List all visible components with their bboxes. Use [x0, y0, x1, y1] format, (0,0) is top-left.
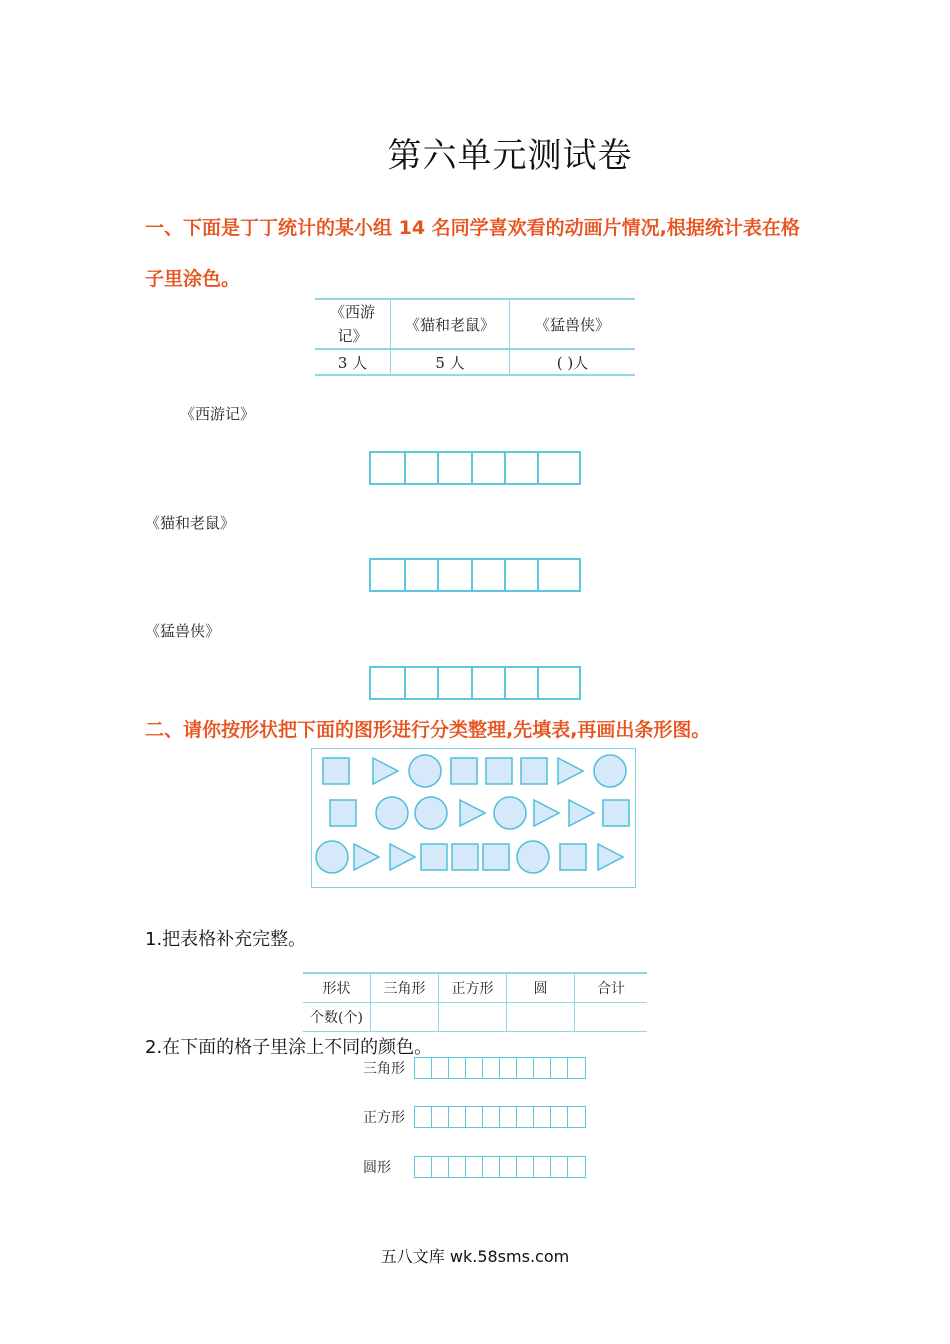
bar-cell[interactable] [415, 1107, 432, 1127]
value-maohelaoshu: 5 人 [391, 349, 510, 375]
bar-cell[interactable] [483, 1107, 500, 1127]
bar-cell[interactable] [534, 1058, 551, 1078]
count-circle-cell[interactable] [507, 1003, 575, 1032]
bar-cell[interactable] [415, 1157, 432, 1177]
square-shape [603, 800, 629, 826]
square-shape [323, 758, 349, 784]
grid-cell[interactable] [473, 453, 506, 483]
bar-cell[interactable] [466, 1058, 483, 1078]
header-square: 正方形 [439, 973, 507, 1003]
grid-cell[interactable] [439, 453, 473, 483]
value-xiyouji: 3 人 [315, 349, 391, 375]
triangle-shape [534, 800, 559, 826]
header-circle: 圆 [507, 973, 575, 1003]
count-total-cell[interactable] [575, 1003, 648, 1032]
grid-cell[interactable] [539, 453, 579, 483]
square-shape [330, 800, 356, 826]
grid-cell[interactable] [473, 668, 506, 698]
footer-watermark: 五八文库 wk.58sms.com [380, 1247, 570, 1266]
circle-shape [517, 841, 549, 873]
color-grid-mengshouxia[interactable] [369, 666, 581, 700]
shapes-drawing [312, 749, 635, 887]
square-shape [486, 758, 512, 784]
shape-count-table [303, 972, 647, 1032]
triangle-shape [569, 800, 594, 826]
circle-shape [494, 797, 526, 829]
bar-cell[interactable] [517, 1107, 534, 1127]
header-maohelaoshu: 《猫和老鼠》 [391, 299, 510, 349]
value-mengshouxia[interactable]: ( )人 [510, 349, 636, 375]
bar-cell[interactable] [568, 1058, 585, 1078]
grid-cell[interactable] [406, 560, 439, 590]
bar-cell[interactable] [432, 1058, 449, 1078]
bar-cell[interactable] [500, 1058, 517, 1078]
triangle-shape [460, 800, 485, 826]
square-shape [483, 844, 509, 870]
row-label-xiyouji: 《西游记》 [180, 405, 256, 423]
bar-cell[interactable] [432, 1107, 449, 1127]
bar-cell[interactable] [449, 1157, 466, 1177]
bar-cell[interactable] [568, 1107, 585, 1127]
shapes-panel [311, 748, 636, 888]
triangle-shape [390, 844, 415, 870]
circle-shape [594, 755, 626, 787]
triangle-shape [373, 758, 398, 784]
square-shape [421, 844, 447, 870]
cartoon-stat-table [315, 298, 635, 376]
bar-cell[interactable] [500, 1107, 517, 1127]
bar-cell[interactable] [449, 1058, 466, 1078]
grid-cell[interactable] [406, 668, 439, 698]
bar-grid-circle[interactable] [414, 1156, 586, 1178]
header-shape: 形状 [303, 973, 371, 1003]
bar-cell[interactable] [534, 1107, 551, 1127]
bar-cell[interactable] [517, 1058, 534, 1078]
page-title: 第六单元测试卷 [387, 136, 633, 176]
square-shape [560, 844, 586, 870]
color-grid-maohelaoshu[interactable] [369, 558, 581, 592]
grid-cell[interactable] [539, 668, 579, 698]
bar-label-triangle: 三角形 [363, 1061, 405, 1077]
triangle-shape [558, 758, 583, 784]
grid-cell[interactable] [439, 668, 473, 698]
row-label-count: 个数(个) [303, 1003, 371, 1032]
color-grid-xiyouji[interactable] [369, 451, 581, 485]
sub-question-2: 2.在下面的格子里涂上不同的颜色。 [145, 1037, 433, 1058]
triangle-shape [354, 844, 379, 870]
count-square-cell[interactable] [439, 1003, 507, 1032]
header-xiyouji: 《西游记》 [315, 299, 391, 349]
bar-cell[interactable] [517, 1157, 534, 1177]
count-triangle-cell[interactable] [371, 1003, 439, 1032]
grid-cell[interactable] [473, 560, 506, 590]
header-triangle: 三角形 [371, 973, 439, 1003]
bar-cell[interactable] [466, 1157, 483, 1177]
circle-shape [316, 841, 348, 873]
bar-grid-square[interactable] [414, 1106, 586, 1128]
bar-cell[interactable] [534, 1157, 551, 1177]
grid-cell[interactable] [539, 560, 579, 590]
bar-cell[interactable] [466, 1107, 483, 1127]
bar-cell[interactable] [551, 1107, 568, 1127]
bar-cell[interactable] [415, 1058, 432, 1078]
bar-label-square: 正方形 [363, 1110, 405, 1126]
triangle-shape [598, 844, 623, 870]
grid-cell[interactable] [506, 560, 539, 590]
question-1-text: 一、下面是丁丁统计的某小组 14 名同学喜欢看的动画片情况,根据统计表在格 [145, 217, 800, 239]
question-1-text-cont: 子里涂色。 [145, 268, 241, 290]
grid-cell[interactable] [406, 453, 439, 483]
circle-shape [376, 797, 408, 829]
row-label-maohelaoshu: 《猫和老鼠》 [145, 514, 236, 532]
header-mengshouxia: 《猛兽侠》 [510, 299, 636, 349]
sub-question-1: 1.把表格补充完整。 [145, 929, 307, 950]
bar-cell[interactable] [500, 1157, 517, 1177]
bar-cell[interactable] [551, 1157, 568, 1177]
square-shape [521, 758, 547, 784]
square-shape [452, 844, 478, 870]
bar-cell[interactable] [432, 1157, 449, 1177]
bar-grid-triangle[interactable] [414, 1057, 586, 1079]
bar-cell[interactable] [568, 1157, 585, 1177]
square-shape [451, 758, 477, 784]
bar-cell[interactable] [551, 1058, 568, 1078]
question-2-text: 二、请你按形状把下面的图形进行分类整理,先填表,再画出条形图。 [145, 719, 711, 741]
bar-cell[interactable] [483, 1058, 500, 1078]
bar-cell[interactable] [483, 1157, 500, 1177]
header-total: 合计 [575, 973, 648, 1003]
grid-cell[interactable] [506, 453, 539, 483]
grid-cell[interactable] [371, 453, 406, 483]
grid-cell[interactable] [506, 668, 539, 698]
bar-label-circle: 圆形 [363, 1160, 391, 1176]
circle-shape [415, 797, 447, 829]
row-label-mengshouxia: 《猛兽侠》 [145, 622, 221, 640]
grid-cell[interactable] [439, 560, 473, 590]
bar-cell[interactable] [449, 1107, 466, 1127]
grid-cell[interactable] [371, 668, 406, 698]
grid-cell[interactable] [371, 560, 406, 590]
circle-shape [409, 755, 441, 787]
